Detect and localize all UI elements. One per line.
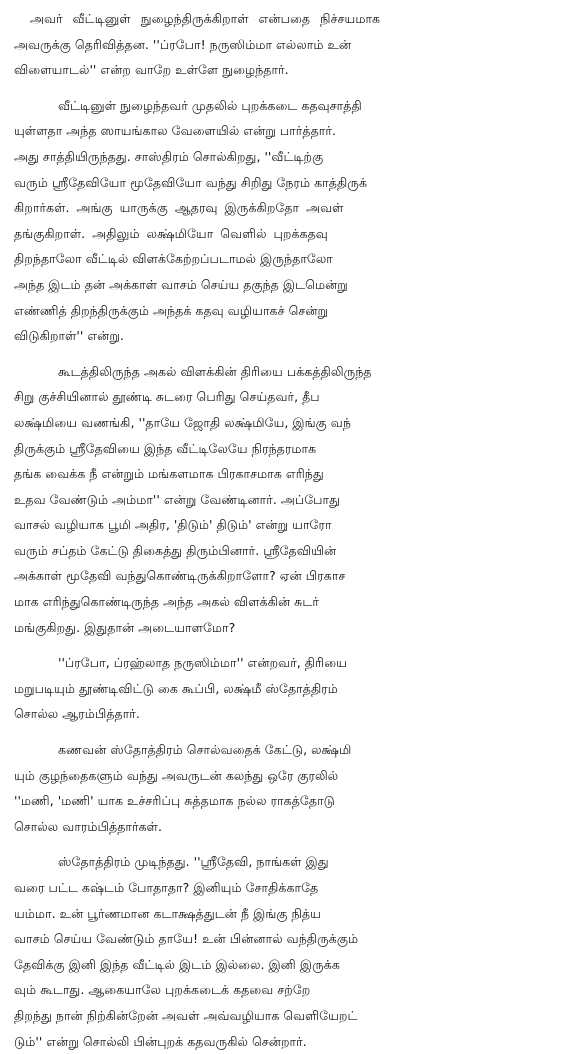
- text-line: வரும் ஸ்ரீதேவியோ மூதேவியோ வந்து சிறிது நேரம் காத்திருக்: [14, 174, 368, 190]
- text-line: ''ப்ரபோ, ப்ரஹ்லாத நருஸிம்மா'' என்றவர், திரியை: [58, 655, 347, 671]
- text-line: யம்மா. உன் பூர்ணமான கடாக்ஷத்துடன் நீ இங்கு நித்ய: [14, 905, 321, 921]
- paragraph: [14, 849, 577, 1054]
- text-line: உதவ வேண்டும் அம்மா'' என்று வேண்டினார். அப்போது: [14, 491, 341, 507]
- text-line: வும் கூடாது. ஆகையாலே புறக்கடைக் கதவை சற்றே: [14, 982, 311, 998]
- text-line: தங்க வைக்க நீ என்றும் மங்களமாக பிரகாசமாக எரிந்து: [14, 466, 324, 482]
- text-line: கூடத்திலிருந்த அகல் விளக்கின் திரியை பக்கத்திலிருந்த: [58, 363, 372, 379]
- text-line: வாசம் செய்ய வேண்டும் தாயே! உன் பின்னால் வந்திருக்கும்: [14, 931, 359, 947]
- text-line: யுள்ளதா அந்த ஸாயங்கால வேளையில் என்று பார்த்தார்.: [14, 123, 336, 139]
- text-line: சொல்ல ஆரம்பித்தார்.: [14, 706, 140, 722]
- text-line: மங்குகிறது. இதுதான் அடையாளமோ?: [14, 619, 236, 635]
- text-line: தங்குகிறாள். அதிலும் லக்ஷ்மியோ வெளில் புறக்கதவு: [14, 225, 328, 241]
- text-line: சொல்ல வாரம்பித்தார்கள்.: [14, 818, 163, 834]
- text-line: எண்ணித் திறந்திருக்கும் அந்தக் கதவு வழியாகச் சென்று: [14, 302, 329, 318]
- text-line: கணவன் ஸ்தோத்திரம் சொல்வதைக் கேட்டு, லக்ஷ்மி: [58, 742, 352, 758]
- text-line: வரை பட்ட கஷ்டம் போதாதா? இனியும் சோதிக்காதே: [14, 880, 319, 895]
- text-line: சிறு குச்சியினால் தூண்டி சுடரை பெரிது செய்தவர், தீப: [14, 389, 320, 405]
- text-line: திருக்கும் ஸ்ரீதேவியை இந்த வீட்டிலேயே நிரந்தரமாக: [14, 440, 317, 456]
- text-line: மறுபடியும் தூண்டிவிட்டு கை கூப்பி, லக்ஷ்மீ ஸ்தோத்திரம்: [14, 680, 338, 696]
- text-line: மாக எரிந்துகொண்டிருந்த அந்த அகல் விளக்கின் சுடர்: [14, 594, 319, 610]
- text-line: லக்ஷ்மியை வணங்கி, ''தாயே ஜோதி லக்ஷ்மியே, இங்கு வந்: [14, 414, 351, 430]
- text-line: கிறார்கள். அங்கு யாருக்கு ஆதரவு இருக்கிறதோ அவள்: [14, 200, 344, 216]
- text-line: ஸ்தோத்திரம் முடிந்தது. ''ஸ்ரீதேவி, நாங்கள் இது: [58, 854, 329, 870]
- text-line: திறந்து நான் நிற்கின்றேன் அவள் அவ்வழியாக வெளியேறட்: [14, 1007, 358, 1023]
- paragraph: [14, 359, 577, 641]
- text-line: விளையாடல்'' என்ற வாறே உள்ளே நுழைந்தார்.: [14, 62, 289, 78]
- text-line: அந்த இடம் தன் அக்காள் வாசம் செய்ய தகுந்த இடமென்று: [14, 276, 348, 292]
- text-line: வரும் சப்தம் கேட்டு திகைத்து திரும்பினார். ஸ்ரீதேவியின்: [14, 542, 337, 558]
- text-line: தேவிக்கு இனி இந்த வீட்டில் இடம் இல்லை. இனி இருக்க: [14, 956, 340, 972]
- paragraph: [14, 6, 577, 83]
- text-line: வீட்டினுள் நுழைந்தவர் முதலில் புறக்கடை கதவுசாத்தி: [58, 97, 362, 113]
- text-line: யும் குழந்தைகளும் வந்து அவருடன் கலந்து ஒரே குரலில்: [14, 767, 339, 783]
- paragraph: [14, 650, 577, 727]
- text-line: வாசல் வழியாக பூமி அதிர, 'திடும்' திடும்' என்று யாரோ: [14, 517, 332, 533]
- text-line: அவர் வீட்டினுள் நுழைந்திருக்கிறாள் என்பதை நிச்சயமாக: [30, 11, 381, 26]
- paragraph: [14, 737, 577, 839]
- text-line: விடுகிறாள்'' என்று.: [14, 328, 124, 344]
- text-line: அவருக்கு தெரிவித்தன. ''ப்ரபோ! நருஸிம்மா எல்லாம் உன்: [14, 36, 352, 52]
- text-line: அது சாத்தியிருந்தது. சாஸ்திரம் சொல்கிறது, ''வீட்டிற்கு: [14, 148, 324, 164]
- text-line: ''மணி, 'மணி' யாக உச்சரிப்பு சுத்தமாக நல்ல ராகத்தோடு: [14, 793, 335, 809]
- paragraph: [14, 93, 577, 349]
- text-line: டும்'' என்று சொல்லி பின்புறக் கதவருகில் சென்றார்.: [14, 1033, 307, 1049]
- text-line: அக்காள் மூதேவி வந்துகொண்டிருக்கிறாளோ? ஏன் பிரகாச: [14, 568, 346, 584]
- text-line: திறந்தாலோ வீட்டில் விளக்கேற்றப்படாமல் இருந்தாலோ: [14, 251, 333, 267]
